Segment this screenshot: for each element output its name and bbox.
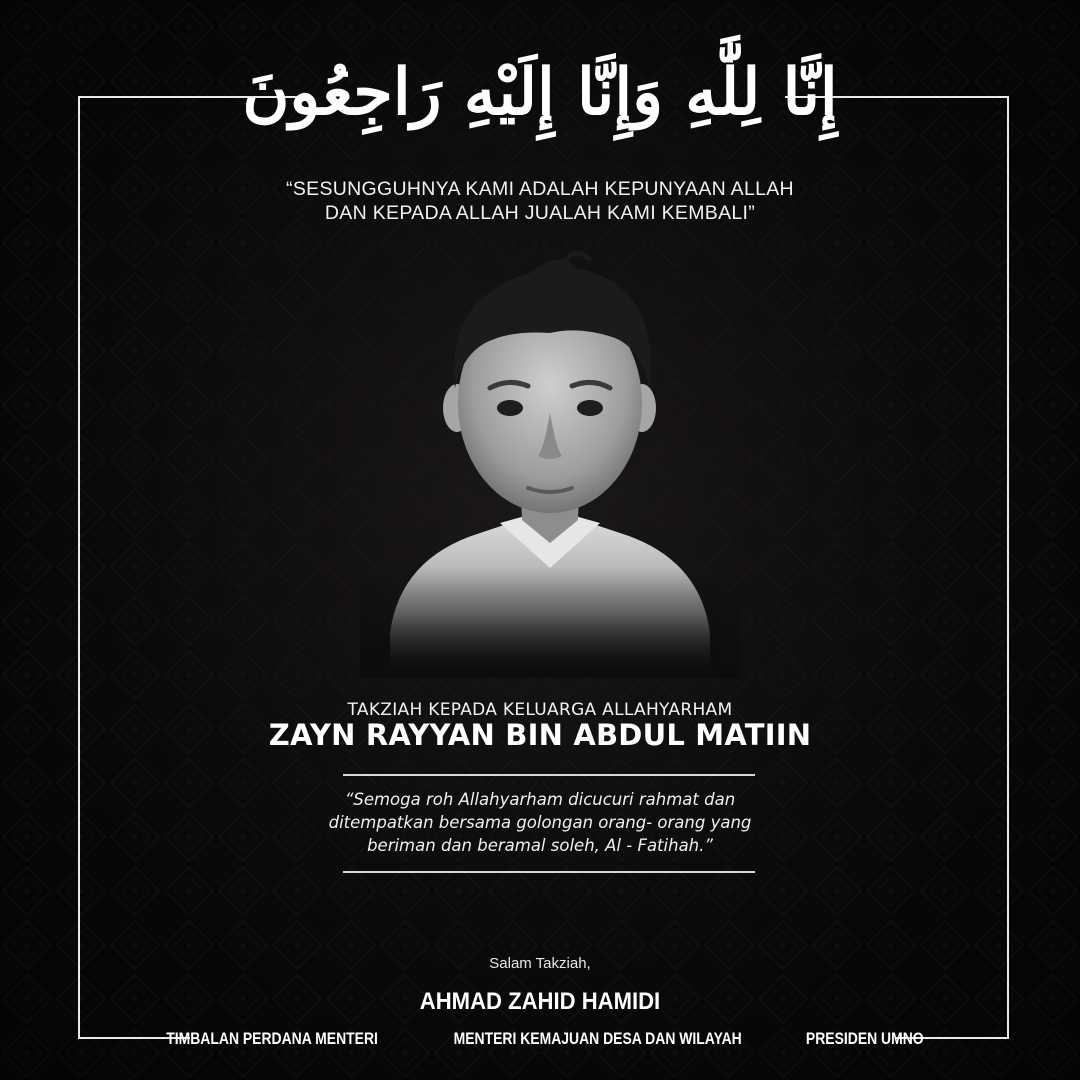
title-presiden-umno: PRESIDEN UMNO (805, 1029, 924, 1048)
prayer-line-1: “Semoga roh Allahyarham dicucuri rahmat dan (344, 790, 736, 809)
quote-line-1: “SESUNGGUHNYA KAMI ADALAH KEPUNYAAN ALLAH (286, 178, 794, 200)
signatory-name: AHMAD ZAHID HAMIDI (419, 988, 661, 1015)
divider-top (343, 774, 755, 776)
salam-takziah: Salam Takziah, (489, 955, 591, 972)
portrait-photo (360, 238, 740, 678)
deceased-name: ZAYN RAYYAN BIN ABDUL MATIIN (268, 718, 812, 752)
calligraphy-text: إِنَّا لِلَّٰهِ وَإِنَّا إِلَيْهِ رَاجِعُونَ (242, 55, 838, 130)
signatory-titles (166, 1024, 924, 1054)
frame-left (78, 96, 80, 1039)
title-timbalan-perdana-menteri: TIMBALAN PERDANA MENTERI (166, 1029, 379, 1048)
prayer-line-2: ditempatkan bersama golongan orang- orang yang (328, 813, 752, 832)
title-menteri-kemajuan-desa: MENTERI KEMAJUAN DESA DAN WILAYAH (453, 1029, 742, 1048)
quote-line-2: DAN KEPADA ALLAH JUALAH KAMI KEMBALI” (324, 202, 756, 224)
divider-bottom (343, 871, 755, 873)
condolence-intro: TAKZIAH KEPADA KELUARGA ALLAHYARHAM (347, 700, 733, 720)
prayer-line-3: beriman dan beramal soleh, Al - Fatihah.” (367, 836, 713, 855)
frame-right (1007, 96, 1009, 1039)
arabic-calligraphy (242, 28, 838, 158)
